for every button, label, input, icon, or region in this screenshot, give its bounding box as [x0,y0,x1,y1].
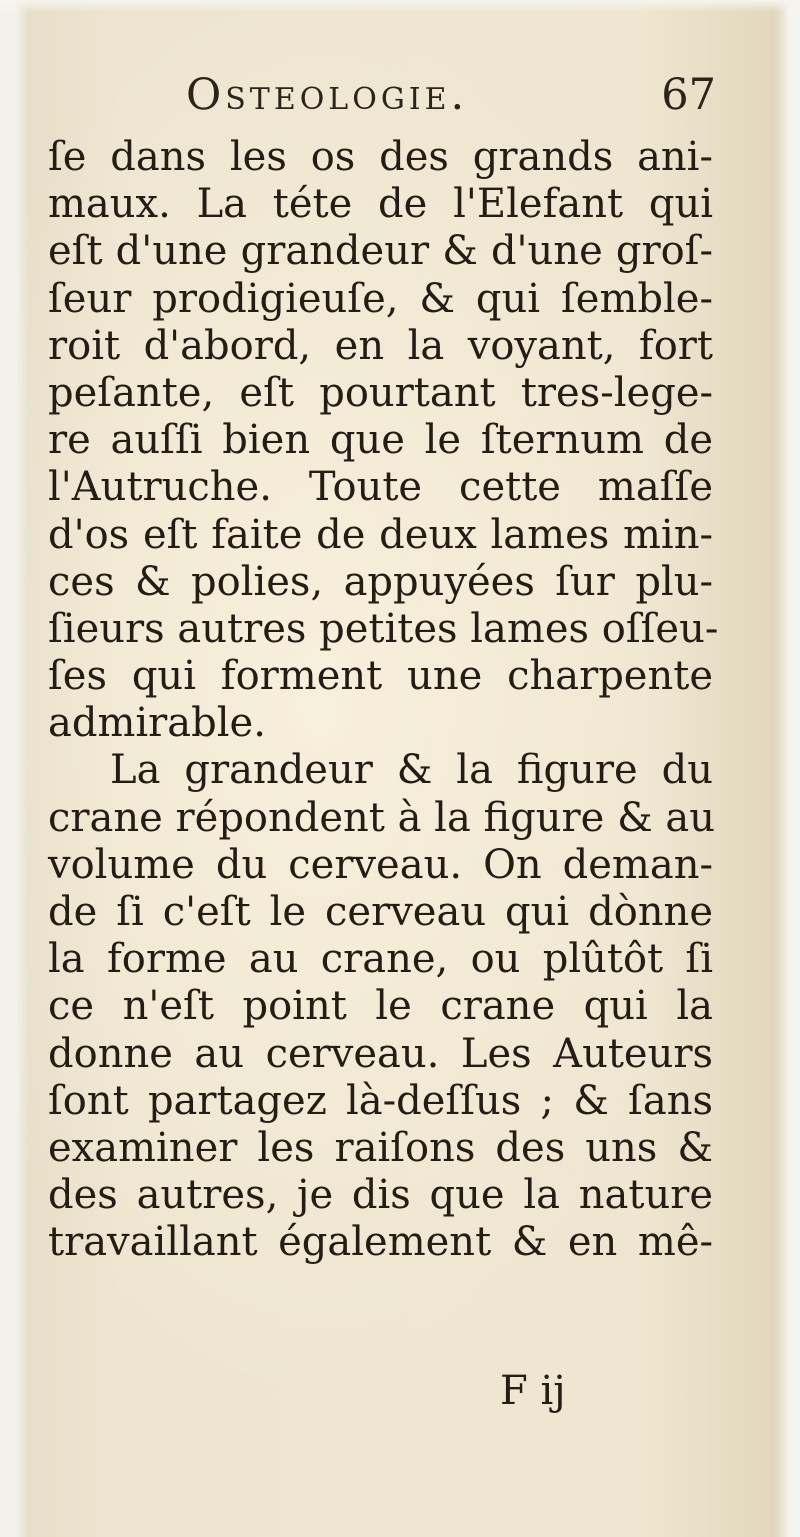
text-line: ce n'eſt point le crane qui la [48,983,713,1030]
text-block [48,134,719,1267]
text-line: des autres, je dis que la nature [48,1172,713,1219]
text-line: ces & polies, appuyées ſur plu- [48,558,713,605]
text-line: re auſſi bien que le ſternum de [48,417,713,464]
text-line: ſeur prodigieuſe, & qui ſemble- [48,275,713,322]
paper-edge-left [0,0,30,1537]
signature-mark: F ij [500,1368,566,1414]
text-line: eſt d'une grandeur & d'une groſ- [48,228,713,275]
text-line: travaillant également & en mê- [48,1219,713,1266]
text-line: admirable. [48,700,266,747]
running-title: Osteologie. [186,70,469,120]
text-line: maux. La téte de l'Elefant qui [48,181,713,228]
paper-edge-top [0,0,800,12]
page-number: 67 [661,70,716,120]
text-line: peſante, eſt pourtant tres-lege- [48,369,713,416]
text-line: la forme au crane, ou plûtôt ſi [48,936,713,983]
paper-edge-right [774,0,800,1537]
text-line: d'os eſt faite de deux lames min- [48,511,713,558]
text-line: ſes qui forment une charpente [48,653,713,700]
text-line: donne au cerveau. Les Auteurs [48,1030,713,1077]
text-line: ſieurs autres petites lames oſſeu- [48,605,719,652]
text-line: ſont partagez là-deſſus ; & ſans [48,1077,713,1124]
text-line: l'Autruche. Toute cette maſſe [48,464,713,511]
text-line: de ſi c'eſt le cerveau qui dònne [48,889,713,935]
text-line: crane répondent à la figure & au [48,794,715,841]
paragraph-first-line: La grandeur & la figure du [110,747,713,794]
running-head [60,70,720,130]
text-line: roit d'abord, en la voyant, fort [48,322,713,369]
text-line: volume du cerveau. On deman- [48,841,713,888]
text-line: examiner les raiſons des uns & [48,1124,713,1171]
text-line: ſe dans les os des grands ani- [48,134,713,180]
